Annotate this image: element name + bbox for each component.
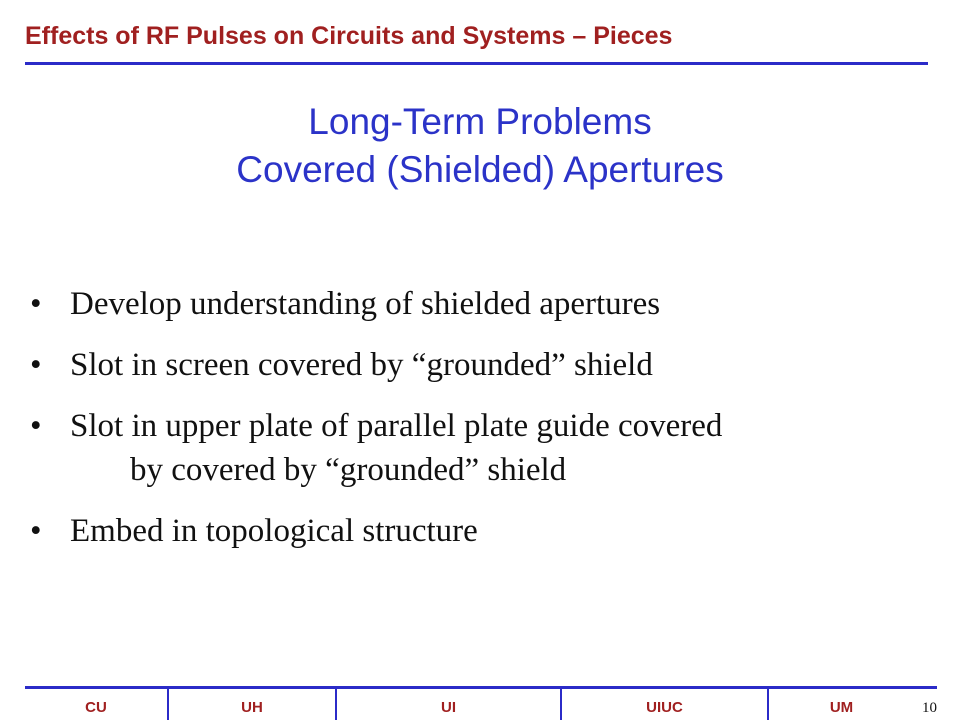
footer-label-uh: UH — [241, 699, 263, 716]
bullet-text: Embed in topological structure — [70, 513, 478, 549]
bullet-text: Slot in screen covered by “grounded” shield — [70, 347, 653, 383]
slide-title — [0, 98, 960, 194]
footer-divider — [25, 686, 937, 689]
bullet-dot-icon: • — [30, 347, 42, 383]
footer-label-uiuc: UIUC — [646, 699, 683, 716]
bullet-dot-icon: • — [30, 286, 42, 322]
page-number: 10 — [922, 700, 937, 716]
bullet-item — [30, 282, 930, 326]
bullet-list — [30, 282, 930, 570]
bullet-item — [30, 343, 930, 387]
header-divider — [25, 62, 928, 65]
slide-title-line-1: Long-Term Problems — [308, 101, 652, 142]
bullet-text: Slot in upper plate of parallel plate guide covered — [70, 408, 723, 444]
bullet-item — [30, 404, 930, 492]
footer-label-um: UM — [829, 699, 854, 716]
footer-label-cu: CU — [85, 699, 107, 716]
bullet-dot-icon: • — [30, 408, 42, 444]
bullet-dot-icon: • — [30, 513, 42, 549]
bullet-text: Develop understanding of shielded apertures — [70, 286, 661, 322]
header-title: Effects of RF Pulses on Circuits and Systems – Pieces — [25, 22, 673, 50]
bullet-item — [30, 509, 930, 553]
bullet-continuation-text: by covered by “grounded” shield — [130, 452, 567, 488]
footer-label-ui: UI — [441, 699, 456, 716]
slide-title-line-2: Covered (Shielded) Apertures — [236, 149, 724, 190]
